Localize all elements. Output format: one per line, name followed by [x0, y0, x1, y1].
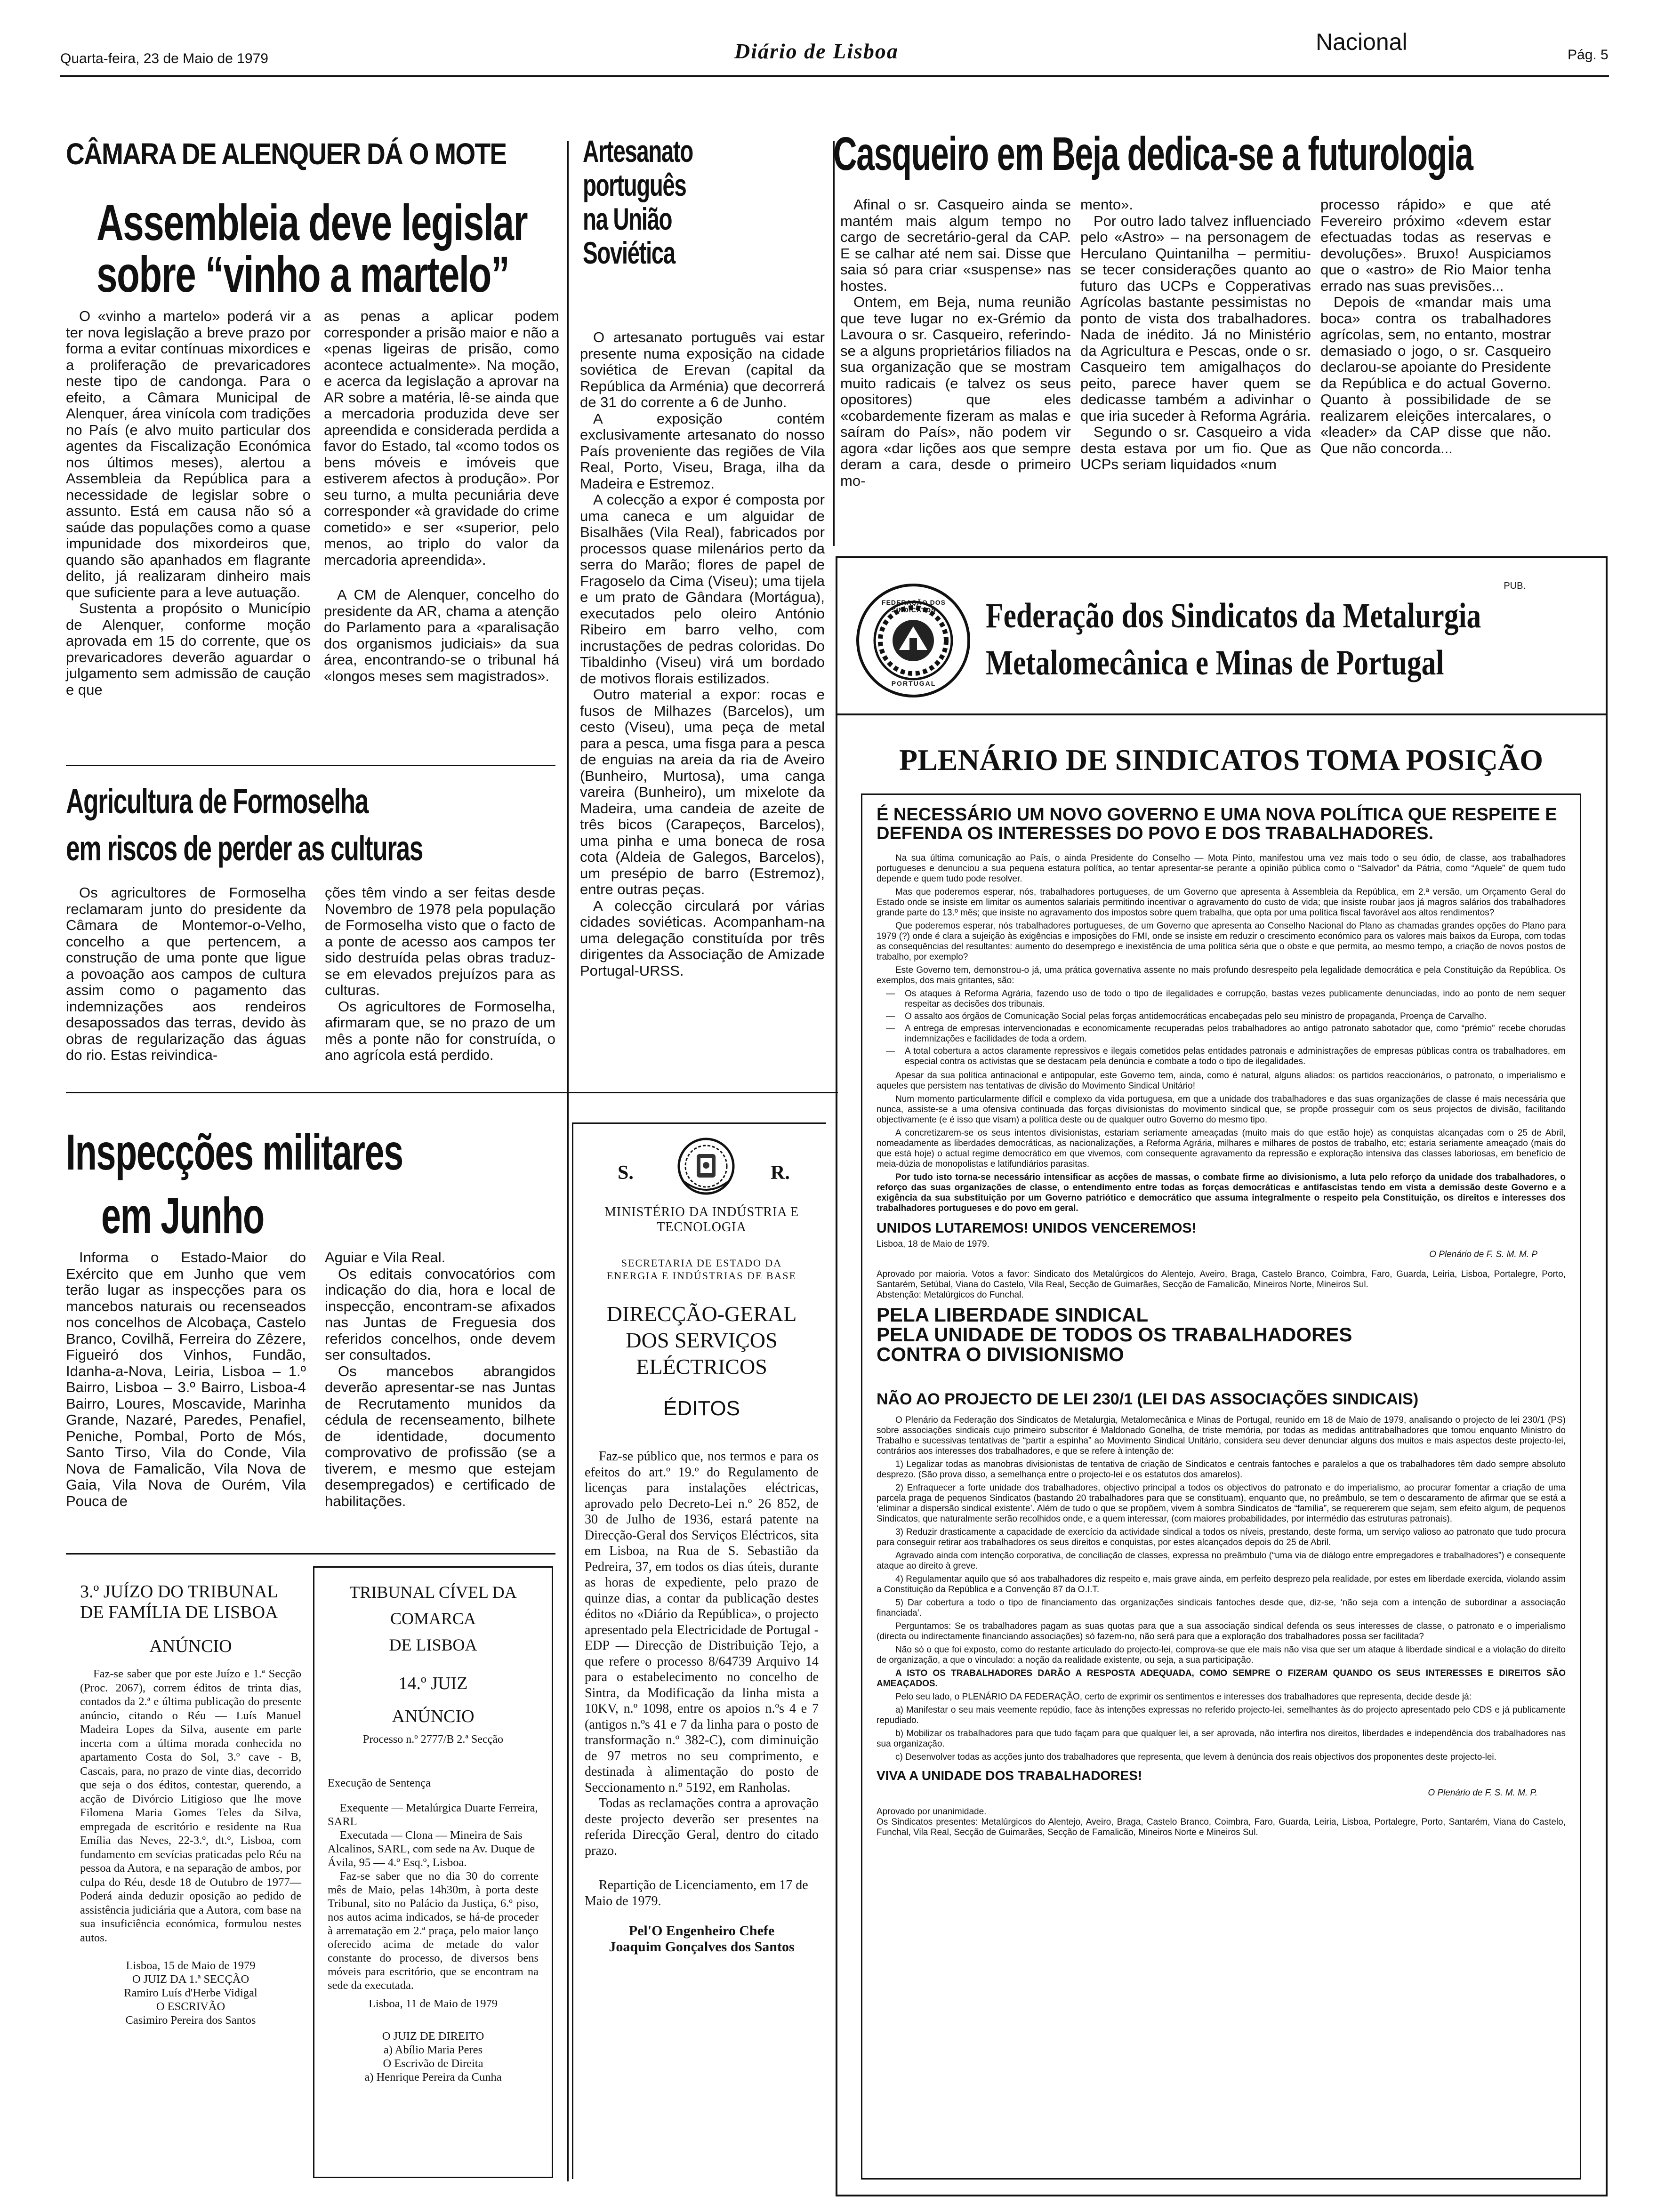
civel-processo: Processo n.º 2777/B 2.ª Secção: [362, 1733, 504, 1746]
civel-execucao: Execução de Sentença: [328, 1777, 431, 1789]
paragraph: Por outro lado talvez influenciado pelo «Astro» – na personagem de Herculano Quintanilha – permitiu-se tecer considerações quanto ao futuro das UCPs e Copperativas Agrícolas bastante pessimistas no ponto de vista dos trabalhadores. Nada de inédito. Já no Ministério da Agricultura e Pescas, onde o sr. Casqueiro tem amigalhaços do peito, parece haver quem se dedicasse também a adivinhar o que iria suceder à Reforma Agrária.: [1080, 212, 1311, 424]
alenquer-col-2: [324, 308, 559, 684]
sign-line: O JUIZ DA 1.ª SECÇÃO: [132, 1973, 249, 1986]
seal-text-top: FEDERAÇÃO DOS SINDICATOS: [882, 599, 946, 614]
paragraph: A ISTO OS TRABALHADORES DARÃO A RESPOSTA ADEQUADA, COMO SEMPRE O FIZERAM QUANDO OS SEUS INTERESSES E DIREITOS SÃO AMEAÇADOS.: [877, 1668, 1566, 1689]
seal-letter-right: R.: [771, 1162, 790, 1184]
list-item: — A entrega de empresas intervencionadas e economicamente recuperadas pelos trabalhadores ao antigo patronato sabotador que, como “prémio” recebe chorudas indemnizações e facilidades de toda a ordem.: [905, 1024, 1566, 1044]
sign-line: Casimiro Pereira dos Santos: [125, 2014, 256, 2027]
vote-record: Aprovado por maioria. Votos a favor: Sindicato dos Metalúrgicos do Alentejo, Aveiro, Braga, Castelo Branco, Coimbra, Faro, Guarda, Leiria, Lisboa, Portalegre, Porto, Santarém, Setúbal, Viana do Castelo, Vila Real, Secção de Guimarães, Secção de Famalicão, Mineiros Norte, Mineiros Sul.: [877, 1269, 1566, 1290]
paragraph: c) Desenvolver todas as acções junto dos trabalhadores que representa, que levem à denúncia dos reais objectivos dos proponentes deste projecto-lei.: [895, 1752, 1496, 1762]
title-line: Artesanato: [583, 134, 693, 168]
civel-anuncio: ANÚNCIO: [392, 1707, 475, 1726]
paragraph: Perguntamos: Se os trabalhadores pagam as suas quotas para que a sua associação sindical defenda os seus interesses de classe, o patronato e o imperialismo (directa ou indirectamente financiando associações) só fazem-no, não será para que a exploração dos trabalhadores possa ser facilitada?: [877, 1621, 1566, 1642]
title-line: português: [583, 168, 686, 202]
paragraph: 1) Legalizar todas as manobras divisionistas de tentativa de criação de Sindicatos e centrais fantoches e paralelos a que os trabalhadores têm dado sempre absoluto desprezo. (São prova disso, a semelhança entre o projecto-lei e os estatutos dos amarelos).: [877, 1459, 1566, 1480]
list-item: — O assalto aos órgãos de Comunicação Social pelas forças antidemocráticas encabeçadas pelo seu ministro de propaganda, Proença de Carvalho.: [905, 1011, 1566, 1022]
masthead: Diário de Lisboa: [734, 39, 899, 63]
pub-label: PUB.: [1504, 581, 1526, 591]
civel-party: Executada — Clona — Mineira de Sais Alcalinos, SARL, com sede na Av. Duque de Ávila, 95 — 4.º Esq.º, Lisboa.: [328, 1829, 535, 1869]
paragraph: Num momento particularmente difícil e complexo da vida portuguesa, em que a unidade dos trabalhadores e das suas organizações de classe é mais necessária que nunca, assiste-se a uma ofensiva continuada das forças divisionistas do movimento sindical que, se propõe prosseguir com os seus projectos de divisão, facilitando objectivamente (e é isso que visam) a política deste ou de qualquer outro Governo do mesmo tipo.: [877, 1094, 1566, 1125]
agricultura-title-2: em riscos de perder as culturas: [66, 829, 423, 868]
paragraph: Informa o Estado-Maior do Exército que em Junho que vem terão lugar as inspecções para os mancebos naturais ou recenseados nos concelhos de Alcobaça, Castelo Branco, Covilhã, Ferreira do Zêzere, Figueiró dos Vinhos, Fundão, Idanha-a-Nova, Leiria, Lisboa – 1.º Bairro, Lisboa – 3.º Bairro, Lisboa-4 Bairro, Loures, Moscavide, Marinha Grande, Nazaré, Paredes, Penafiel, Peniche, Pombal, Porto de Mós, Santo Tirso, Vila do Conde, Vila Nova de Famalicão, Vila Nova de Gaia, Vila Nova de Ourém, Vila Pouca de: [66, 1249, 306, 1509]
agricultura-title-1: Agricultura de Formoselha: [66, 782, 368, 821]
civel-text: Faz-se saber que no dia 30 do corrente mês de Maio, pelas 14h30m, à porta deste Tribunal, sito no Palácio da Justiça, 6.º piso, nos autos acima indicados, se há-de proceder à arrematação em 2.ª praça, pelo maior lanço oferecido acima de metade do valor constante do processo, de diversos bens móveis para escritório, que se encontram na sede da executada.: [328, 1870, 539, 1992]
inspeccoes-col-2: [325, 1250, 555, 1509]
list-item: — Os ataques à Reforma Agrária, fazendo uso de todo o tipo de ilegalidades e corrupção, bastas vezes publicamente denunciadas, indo ao ponto de nem sequer respeitar as decisões dos tribunais.: [905, 989, 1566, 1010]
sign-line: O JUIZ DE DIREITO: [382, 2030, 484, 2043]
title-line: DE LISBOA: [389, 1635, 477, 1654]
title-line: DIRECÇÃO-GERAL: [606, 1302, 797, 1326]
statement-box: [861, 793, 1581, 2180]
paragraph: Afinal o sr. Casqueiro ainda se mantém mais algum tempo no cargo de secretário-geral da CAP. E se calhar até nem sai. Disse que saia só para criar «suspense» nas hostes.: [840, 196, 1071, 294]
casqueiro-col-2: [1080, 197, 1311, 473]
paragraph: A CM de Alenquer, concelho do presidente da AR, chama a atenção do Parlamento para a «paralisação dos organismos judiciais» da sua área, encontrando-se o tribunal há «longos meses sem magistrados».: [324, 586, 559, 684]
paragraph: Os editais convocatórios com indicação do dia, hora e local de inspecção, encontram-se afixados nas Juntas de Freguesia dos referidos concelhos, onde devem ser consultados.: [325, 1265, 555, 1363]
divider: [66, 1553, 555, 1555]
civel-signature: [328, 1997, 539, 2084]
civel-juiz: 14.º JUIZ: [398, 1674, 468, 1693]
paragraph: mento».: [1080, 196, 1134, 213]
list-item: — A total cobertura a actos claramente repressivos e ilegais cometidos pelas entidades patronais e administrações de empresas públicas contra os trabalhadores, em especial contra os activistas que se destacam pela denúncia e combate a todo o tipo de ilegalidades.: [905, 1046, 1566, 1067]
title-line: DOS SERVIÇOS: [626, 1328, 778, 1352]
sign-line: a) Henrique Pereira da Cunha: [364, 2071, 502, 2084]
paragraph: Na sua última comunicação ao País, o ainda Presidente do Conselho — Mota Pinto, manifestou uma vez mais todo o seu ódio, de classe, aos trabalhadores portugueses e denunciou a sua pequena estatura política, ao tentar apresentar-se perante a opinião pública como o “Salvador” da Pátria, como “Aquele” de quem tudo depende e quem tudo pode resolver.: [877, 853, 1566, 884]
paragraph: Mas que poderemos esperar, nós, trabalhadores portugueses, de um Governo que apresenta à Assembleia da República, em 2.ª versão, um Orçamento Geral do Estado onde se insiste em limitar os aumentos salariais permitindo incentivar o agravamento do custo de vida; que insiste roubar jaos já magros salários dos trabalhadores grande parte do 13.º mês; que insiste no agravamento dos impostos sobre quem trabalha, que opta por uma política fiscal favorável aos altos rendimentos?: [877, 887, 1566, 918]
grievance-list: [877, 989, 1566, 1067]
alenquer-title-1: Assembleia deve legislar: [97, 194, 528, 251]
sign-line: Pel'O Engenheiro Chefe: [628, 1923, 775, 1939]
sign-line: O ESCRIVÃO: [156, 2000, 225, 2013]
civel-notice: [313, 1566, 553, 2178]
paragraph: Os agricultores de Formoselha, afirmaram que, se no prazo de um mês a ponte não for construída, o ano agrícola está perdido.: [325, 998, 555, 1063]
slogan: UNIDOS LUTAREMOS! UNIDOS VENCEREMOS!: [877, 1220, 1197, 1236]
paragraph: 5) Dar cobertura a todo o tipo de financiamento das organizações sindicais fantoches desde que, diz-se, ‘não seja com a intenção de subordinar a associação financiada’.: [877, 1598, 1566, 1618]
inspeccoes-col-1: [66, 1250, 306, 1509]
editos-text: Faz-se público que, nos termos e para os efeitos do art.º 19.º do Regulamento de licenças para instalações eléctricas, aprovado pelo Decreto-Lei n.º 26 852, de 30 de Julho de 1936, estará patente na Direcção-Geral dos Serviços Eléctricos, sita em Lisboa, na Rua de S. Sebastião da Pedreira, 37, em todos os dias úteis, durante as horas de expediente, pelo prazo de quinze dias, a contar da publicação destes éditos no «Diário da República», o projecto apresentado pela Electricidade de Portugal - EDP — Direcção de Distribuição Tejo, a que refere o processo 8/64739 Arquivo 14 para o estabelecimento no concelho de Sintra, da Modificação da linha mista a 10KV, n.º 1098, entre os apoios n.ºs 4 e 7 (antigos n.ºs 41 e 7 da linha para o posto de transformação n.º 382-C), com diminuição de 97 metros no seu comprimento, e destinada à alimentação do posto de Seccionamento n.º 5192, em Ranholas.: [585, 1449, 819, 1795]
title-line: Soviética: [583, 235, 675, 270]
paragraph: 2) Enfraquecer a forte unidade dos trabalhadores, objectivo principal a todos os objectivos do patronato e do imperialismo, ao procurar fomentar a criação de uma parcela praga de pequenos Sindicatos (bastando 20 trabalhadores para que se constituam), enquanto que, no preâmbulo, se tem o descaramento de afirmar que se está a ‘eliminar a dispersão sindical existente’. Além de tudo o que se propõem, vivem à sombra Sindicatos de “família”, se requererem que sejam, sem efeito algum, de pequenos Sindicatos, que naturalmente serão recolhidos onde, e a quem interessar, (com maiores probabilidades, por intermédio das estruturas patronais).: [877, 1483, 1566, 1524]
slogan-line: PELA LIBERDADE SINDICAL: [877, 1304, 1149, 1326]
statement-subheading: É NECESSÁRIO UM NOVO GOVERNO E UMA NOVA POLÍTICA QUE RESPEITE E DEFENDA OS INTERESSES DO POVO E DOS TRABALHADORES.: [877, 805, 1557, 843]
editos-ministerio: MINISTÉRIO DA INDÚSTRIA E TECNOLOGIA: [604, 1205, 799, 1234]
casqueiro-col-3: [1320, 197, 1551, 457]
column-rule: [567, 141, 569, 1120]
paragraph: A colecção circulará por várias cidades soviéticas. Acompanham-na uma delegação constituída por três dirigentes da Associação de Amizade Portugal-URSS.: [580, 897, 825, 979]
paragraph: Este Governo tem, demonstrou-o já, uma prática governativa assente no mais profundo desrespeito pela legalidade democrática e pela Constituição da República. Os exemplos, dos mais gritantes, são:: [877, 965, 1566, 986]
statement-signature: O Plenário de F. S. M. M. P: [1429, 1250, 1537, 1259]
divider: [66, 1092, 838, 1093]
agricultura-col-2: [325, 885, 555, 1064]
divider: [66, 765, 555, 766]
divider: [837, 713, 1606, 715]
statement-date: Lisboa, 18 de Maio de 1979.: [877, 1239, 989, 1249]
statement-signature: O Plenário de F. S. M. M. P.: [1428, 1788, 1537, 1798]
paragraph: b) Mobilizar os trabalhadores para que tudo façam para que qualquer lei, a ser aprovada, não interfira nos direitos, liberdades e independência dos trabalhadores nas sua organização.: [877, 1729, 1566, 1749]
slogan: VIVA A UNIDADE DOS TRABALHADORES!: [877, 1768, 1142, 1783]
paragraph: as penas a aplicar podem corresponder a prisão maior e não a «penas ligeiras de prisão, como acontece actualmente». Na moção, e acerca da legislação a aprovar na AR sobre a matéria, lê-se ainda que a mercadoria produzida deve ser apreendida e considerada perdida a favor do Estado, tal «como todos os bens móveis e imóveis que estiverem afectos à produção». Por seu turno, a multa pecuniária deve corresponder «à gravidade do crime cometido» e ser «superior, pelo menos, ao triplo do valor da mercadoria apreendida».: [324, 308, 559, 568]
sign-line: Lisboa, 11 de Maio de 1979: [369, 1997, 498, 2010]
paragraph: Agravado ainda com intenção corporativa, de conciliação de classes, expressa no preâmbulo (“uma via de diálogo entre empregadores e trabalhadores”) e consequente ataque ao direito à greve.: [877, 1551, 1566, 1571]
paragraph: Segundo o sr. Casqueiro a vida desta estava por um fio. Que as UCPs seriam liquidados «num: [1080, 424, 1311, 473]
paragraph: O «vinho a martelo» poderá vir a ter nova legislação a breve prazo por forma a evitar contínuas mixordices e a proliferação de prevaricadores neste tipo de candonga. Para o efeito, a Câmara Municipal de Alenquer, área vinícola com tradições no País (e alvo muito particular dos agentes da Fiscalização Económica nos últimos meses), alertou a Assembleia da República para a necessidade de legislar sobre o assunto. Está em causa não só a saúde das populações como a quase impunidade dos mixordeiros que, quando são apanhados em flagrante delito, já realizaram dinheiro mais que suficiente para a leve autuação.: [66, 308, 311, 601]
paragraph: Aguiar e Vila Real.: [325, 1249, 446, 1266]
seal-letter-left: S.: [618, 1162, 634, 1184]
juizo-text: Faz-se saber que por este Juízo e 1.ª Secção (Proc. 2067), correm éditos de trinta dias, contados da 2.ª e última publicação do presente anúncio, citando o Réu — Luís Manuel Madeira Lopes da Silva, ausente em parte incerta com a última morada conhecida no apartamento Costa do Sol, 3.º cave - B, Cascais, para, no prazo de vinte dias, decorrido que seja o dos éditos, contestar, querendo, a acção de Divórcio Litigioso que lhe move Filomena Maria Gomes Teles da Silva, empregada de escritório e residente na Rua Emília das Neves, 22-3.º, dt.º, Lisboa, com fundamento em sevícias praticadas pelo Réu na pessoa da Autora, e na separação de ambos, por culpa do Réu, desde 18 de Outubro de 1977— Poderá ainda deduzir oposição ao pedido de assistência judiciária que a Autora, com base na sua insuficiência económica, formulou nestes autos.: [80, 1667, 301, 1944]
paragraph: a) Manifestar o seu mais veemente repúdio, face às intenções expressas no referido projecto-lei, semelhantes às do projecto apresentado pelo CDS e já publicamente repudiado.: [877, 1705, 1566, 1725]
coat-of-arms-icon: [673, 1133, 739, 1199]
title-line: TRIBUNAL CÍVEL DA: [349, 1583, 517, 1602]
paragraph: A exposição contém exclusivamente artesanato do nosso País proveniente das regiões de Vila Real, Porto, Viseu, Braga, ilha da Madeira e Estremoz.: [580, 410, 825, 492]
page-number: Pág. 5: [1568, 47, 1609, 63]
sign-line: Joaquim Gonçalves dos Santos: [609, 1939, 795, 1955]
paragraph: Apesar da sua política antinacional e antipopular, este Governo tem, ainda, como é natural, alguns aliados: os partidos reaccionários, o patronato, o imperialismo e aqueles que persistem nas tentativas de divisão do Movimento Sindical Unitário!: [877, 1071, 1566, 1091]
paragraph: Os mancebos abrangidos deverão apresentar-se nas Juntas de Recrutamento munidos da cédula de recenseamento, bilhete de identidade, documento comprovativo de profissão (se a tiverem, e mesmo que estejam desempregados) e certificado de habilitações.: [325, 1362, 555, 1509]
inspeccoes-title-2: em Junho: [101, 1187, 264, 1244]
fsmmmp-advert: [836, 556, 1608, 2196]
paragraph: Ontem, em Beja, numa reunião que teve lugar no ex-Grémio da Lavoura o sr. Casqueiro, referindo-se a alguns proprietários filiados na sua organização que se mostram muito radicais (e talvez os seus opositores) que eles «cobardemente fizeram as malas e saíram do País», não podem vir agora «dar lições aos que sempre deram a cara, desde o primeiro mo-: [840, 294, 1071, 489]
seal-text-bottom: PORTUGAL: [891, 680, 936, 687]
section-name: Nacional: [1316, 29, 1408, 55]
federation-name-1: Federação dos Sindicatos da Metalurgia: [986, 596, 1481, 635]
law-analysis: [877, 1415, 1566, 1763]
slogan-line: PELA UNIDADE DE TODOS OS TRABALHADORES: [877, 1323, 1352, 1346]
title-line: ELÉCTRICOS: [636, 1354, 767, 1378]
paragraph: ções têm vindo a ser feitas desde Novembro de 1978 pela população de Formoselha visto que o facto de a ponte de acesso aos campos ter sido destruída pelas obras traduz-se em elevados prejuízos para as culturas.: [325, 884, 555, 998]
law-project-title: NÃO AO PROJECTO DE LEI 230/1 (LEI DAS ASSOCIAÇÕES SINDICAIS): [877, 1390, 1419, 1408]
paragraph: A colecção a expor é composta por uma caneca e um alguidar de Bisalhães (Vila Real), fabricados por processos quase milenários perto da serra do Marão; flores de papel de Fragoselo da Cima (Viseu); uma tijela e um prato de Gândara (Mortágua), executados pelo oleiro António Ribeiro em barro velho, com incrustações de pedras coloridas. Do Tibaldinho (Viseu) virá um bordado de motivos florais estilizados.: [580, 491, 825, 687]
issue-date: Quarta-feira, 23 de Maio de 1979: [60, 51, 268, 66]
title-line: na União: [583, 201, 672, 236]
paragraph: Outro material a expor: rocas e fusos de Milhazes (Barcelos), um cesto (Viseu), uma peça de metal para a pesca, uma fisga para a pesca de enguias na areia da ria de Aveiro (Bunheiro, Murtosa), uma canga vareira (Bunheiro), um mixelote da Madeira, uma candeia de azeite de três bicos (Carapeços, Barcelos), uma pinha e uma boneca de rosa cota (Aldeia de Galegos, Barcelos), um presépio de barro (Estremoz), entre outras peças.: [580, 686, 825, 898]
editos-notice: [572, 1122, 826, 2179]
editos-signature: [585, 1923, 819, 1955]
editos-title: ÉDITOS: [663, 1397, 740, 1420]
paragraph: 3) Reduzir drasticamente a capacidade de exercício da actividade sindical a todos os níveis, prestando, deste forma, um serviço valioso ao patronato que tudo procura para conseguir retirar aos trabalhadores os seus direitos e conquistas, por estes alcançados depois do 25 de Abril.: [877, 1527, 1566, 1547]
coat-of-arms: [585, 1133, 819, 1204]
juizo-anuncio: ANÚNCIO: [149, 1636, 232, 1656]
editos-direccao: [585, 1301, 819, 1380]
header-rule: [60, 75, 1609, 77]
editos-date: Repartição de Licenciamento, em 17 de Maio de 1979.: [585, 1878, 808, 1908]
paragraph: O Plenário da Federação dos Sindicatos de Metalurgia, Metalomecânica e Minas de Portugal, reunido em 18 de Maio de 1979, analisando o projecto de lei 230/1 (PS) sobre associações sindicais cujo primeiro subscritor é Maldonado Gonelha, de triste memória, por todas as medidas antitrabalhadores que tomou enquanto Ministro do Trabalho e sucessivas tentativas de “partir a espinha” ao Movimento Sindical Unitário, considera seu dever denunciar alguns dos muitos e mais aspectos deste projecto-lei, contrários aos interesses dos trabalhadores, e que se refere à intenção de:: [877, 1415, 1566, 1456]
column-rule: [833, 141, 835, 546]
sign-line: Ramiro Luís d'Herbe Vidigal: [124, 1987, 257, 1999]
federation-name-2: Metalomecânica e Minas de Portugal: [986, 643, 1444, 682]
paragraph: Por tudo isto torna-se necessário intensificar as acções de massas, o combate firme ao divisionismo, a luta pelo reforço da unidade dos trabalhadores, o reforço das suas organizações de classe, o entendimento entre todas as forças democráticas e antifascistas tendo em vista a demissão deste Governo e a exigência da sua substituição por um Governo patriótico e democrático que assuma integralmente o respeito pela Constituição, os direitos e interesses dos trabalhadores portugueses e do povo em geral.: [877, 1172, 1566, 1213]
juizo-signature: [80, 1959, 301, 2027]
plenario-headline: PLENÁRIO DE SINDICATOS TOMA POSIÇÃO: [899, 743, 1543, 777]
sign-line: O Escrivão de Direita: [383, 2057, 483, 2070]
alenquer-kicker: CÂMARA DE ALENQUER DÁ O MOTE: [66, 137, 507, 171]
juizo-title: 3.º JUÍZO DO TRIBUNAL DE FAMÍLIA DE LISBOA: [80, 1582, 278, 1622]
approval-record: Aprovado por unanimidade.: [877, 1807, 987, 1817]
paragraph: Depois de «mandar mais uma boca» contra os trabalhadores agrícolas, sem, no entanto, mostrar demasiado o jogo, o sr. Casqueiro declarou-se apoiante do Presidente da República e do actual Governo. Quanto à possibilidade de se realizarem eleições intercalares, o «leader» da CAP disse que não. Que não concorda...: [1320, 294, 1551, 457]
column-rule: [567, 1104, 569, 2181]
civel-party: Exequente — Metalúrgica Duarte Ferreira, SARL: [328, 1802, 538, 1828]
editos-text-2: Todas as reclamações contra a aprovação deste projecto deverão ser presentes na referida Direcção Geral, dentro do citado prazo.: [585, 1796, 819, 1858]
statement-text: [877, 853, 1566, 1214]
abstention-record: Abstenção: Metalúrgicos do Funchal.: [877, 1290, 1024, 1300]
attendance-record: Os Sindicatos presentes: Metalúrgicos do Alentejo, Aveiro, Braga, Castelo Branco, Coimbra, Faro, Guarda, Leiria, Lisboa, Portalegre, Porto, Santarém, Viana do Castelo, Funchal, Vila Real, Secção de Guimarães, Secção de Famalicão, Mineiros Norte e Mineiros Sul.: [877, 1817, 1566, 1837]
liberty-slogan: [877, 1305, 1566, 1364]
paragraph: Sustenta a propósito o Município de Alenquer, conforme moção aprovada em 15 do corrente, que os prevaricadores deverão aguardar o julgamento sem admissão de caução e que: [66, 600, 311, 698]
casqueiro-col-1: [840, 197, 1071, 489]
paragraph: Que poderemos esperar, nós trabalhadores portugueses, de um Governo que apresenta ao Conselho Nacional do Plano as chamadas grandes opções do Plano para 1979 (?) onde é clara a sujeição às exigências e imposições do FMI, onde se insiste em reduzir o crescimento económico para os valores mais baixos da Europa, com todas as consequências del resultantes: aumento do desemprego e inexistência de uma política séria que o obste e que permita, ao mesmo tempo, a criação de novos postos de trabalho, por exemplo?: [877, 921, 1566, 962]
agricultura-col-1: [66, 885, 306, 1064]
alenquer-col-1: [66, 308, 311, 698]
paragraph: A concretizarem-se os seus intentos divisionistas, estariam seriamente ameaçadas (muito mais do que estão hoje) as conquistas alcançadas com o 25 de Abril, nomeadamente as liberdades democráticas, as nacionalizações, a Reforma Agrária, milhares e milhares de postos de trabalho, etc; estaria seriamente ameaçado (mais do que está hoje) o actual regime democrático em que vivemos, com consequente agravamento da repressão e exploração intensiva das classes laboriosas, em benefício de meia-dúzia de monopolistas e latifundiários parasitas.: [877, 1128, 1566, 1169]
sign-line: a) Abílio Maria Peres: [383, 2044, 483, 2056]
paragraph: processo rápido» e que até Fevereiro próximo «devem estar efectuadas todas as reservas e devoluções». Bruxo! Auspiciamos que o «astro» de Rio Maior tenha errado nas suas previsões...: [1320, 196, 1551, 294]
casqueiro-title: Casqueiro em Beja dedica-se a futurologia: [833, 128, 1473, 180]
paragraph: Pelo seu lado, o PLENÁRIO DA FEDERAÇÃO, certo de exprimir os sentimentos e interesses dos trabalhadores que representa, decide desde já:: [895, 1692, 1472, 1702]
paragraph: Os agricultores de Formoselha reclamaram junto do presidente da Câmara de Montemor-o-Velho, concelho a que pertencem, a construção de uma ponte que ligue a povoação aos campos de cultura assim como o pagamento das indemnizações aos rendeiros desapossados das terras, devido às obras de regularização das águas do rio. Estas reivindica-: [66, 884, 306, 1063]
editos-secretaria: SECRETARIA DE ESTADO DA ENERGIA E INDÚSTRIAS DE BASE: [606, 1257, 797, 1282]
alenquer-title-2: sobre “vinho a martelo”: [97, 246, 509, 303]
civel-title: [328, 1579, 539, 1658]
paragraph: 4) Regulamentar aquilo que só aos trabalhadores diz respeito e, mais grave ainda, em perfeito desprezo pela realidade, por estes em liberdade exercida, violando assim a Constituição da República e a Convenção 87 da O.I.T.: [877, 1574, 1566, 1595]
juizo-notice: [80, 1581, 301, 2027]
paragraph: O artesanato português vai estar presente numa exposição na cidade soviética de Erevan (capital da República da Arménia) que decorrerá de 31 do corrente a 6 de Junho.: [580, 329, 825, 410]
sign-line: Lisboa, 15 de Maio de 1979: [126, 1959, 256, 1972]
artesanato-text: [580, 329, 825, 979]
inspeccoes-title-1: Inspecções militares: [66, 1123, 403, 1180]
slogan-line: CONTRA O DIVISIONISMO: [877, 1343, 1124, 1365]
paragraph: Não só o que foi exposto, como do restante articulado do projecto-lei, comprova-se que ele mais não visa que ser um ataque à liberdade sindical e a violação do direito de organização, a que o vinculado: a noção da realidade existente, ou seja, a sua participação.: [877, 1645, 1566, 1665]
title-line: COMARCA: [390, 1609, 476, 1628]
artesanato-title: [583, 134, 696, 270]
